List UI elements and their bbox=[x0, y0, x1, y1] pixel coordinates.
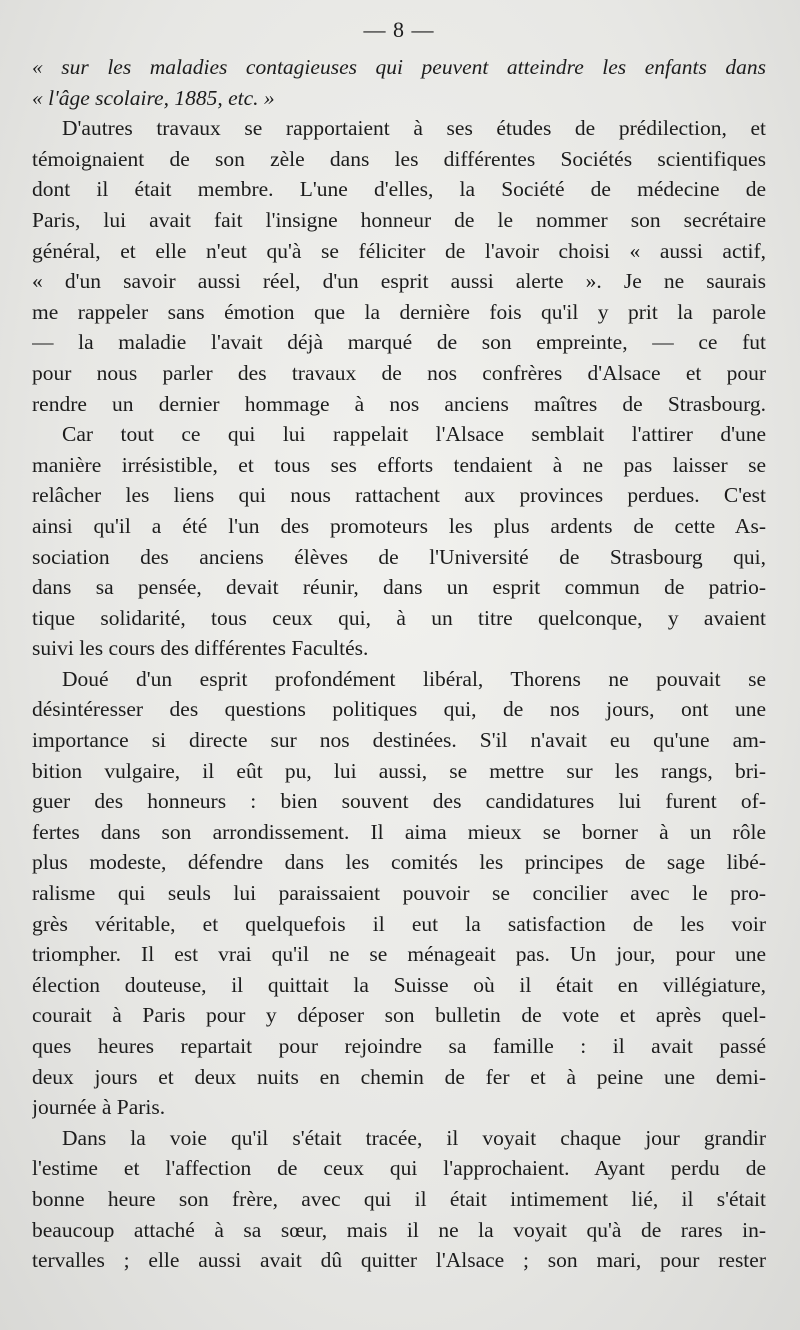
text-line: sociation des anciens élèves de l'Université de Strasbourg qui, bbox=[32, 544, 766, 569]
text-line: beaucoup attaché à sa sœur, mais il ne la voyait qu'à de rares in- bbox=[32, 1217, 766, 1242]
text-line: bonne heure son frère, avec qui il était intimement lié, il s'était bbox=[32, 1186, 766, 1211]
text-line: rendre un dernier hommage à nos anciens maîtres de Strasbourg. bbox=[32, 391, 766, 416]
text-line: grès véritable, et quelquefois il eut la satisfaction de les voir bbox=[32, 911, 766, 936]
paragraph-start-line: Dans la voie qu'il s'était tracée, il voyait chaque jour grandir bbox=[62, 1125, 766, 1150]
text-line: l'estime et l'affection de ceux qui l'approchaient. Ayant perdu de bbox=[32, 1156, 766, 1181]
paragraph-start-line: D'autres travaux se rapportaient à ses études de prédilection, et bbox=[62, 116, 766, 141]
text-line: ralisme qui seuls lui paraissaient pouvoir se concilier avec le pro- bbox=[32, 881, 766, 906]
text-line: importance si directe sur nos destinées. S'il n'avait eu qu'une am- bbox=[32, 728, 766, 753]
text-line: dans sa pensée, devait réunir, dans un esprit commun de patrio- bbox=[32, 575, 766, 600]
text-line: « l'âge scolaire, 1885, etc. » bbox=[32, 85, 275, 110]
text-line: plus modeste, défendre dans les comités les principes de sage libé- bbox=[32, 850, 766, 875]
text-line: manière irrésistible, et tous ses efforts tendaient à ne pas laisser se bbox=[32, 452, 766, 477]
text-line: courait à Paris pour y déposer son bulletin de vote et après quel- bbox=[32, 1003, 766, 1028]
text-line: me rappeler sans émotion que la dernière fois qu'il y prit la parole bbox=[32, 299, 766, 324]
text-line: « d'un savoir aussi réel, d'un esprit aussi alerte ». Je ne saurais bbox=[32, 269, 766, 294]
text-line: bition vulgaire, il eût pu, lui aussi, se mettre sur les rangs, bri- bbox=[32, 758, 766, 783]
text-line: journée à Paris. bbox=[32, 1095, 166, 1120]
text-line: tervalles ; elle aussi avait dû quitter l'Alsace ; son mari, pour rester bbox=[32, 1248, 766, 1273]
text-line: fertes dans son arrondissement. Il aima mieux se borner à un rôle bbox=[32, 819, 766, 844]
text-line: tique solidarité, tous ceux qui, à un titre quelconque, y avaient bbox=[32, 605, 766, 630]
text-line: guer des honneurs : bien souvent des candidatures lui furent of- bbox=[32, 789, 766, 814]
text-column bbox=[32, 14, 766, 1276]
text-line: dont il était membre. L'une d'elles, la Société de médecine de bbox=[32, 177, 766, 202]
text-line: désintéresser des questions politiques qui, de nos jours, ont une bbox=[32, 697, 766, 722]
text-line: — la maladie l'avait déjà marqué de son empreinte, — ce fut bbox=[32, 330, 766, 355]
paragraph-start-line: Doué d'un esprit profondément libéral, Thorens ne pouvait se bbox=[62, 666, 766, 691]
paragraph-start-line: Car tout ce qui lui rappelait l'Alsace semblait l'attirer d'une bbox=[62, 422, 766, 447]
text-line: Paris, lui avait fait l'insigne honneur de le nommer son secrétaire bbox=[32, 207, 766, 232]
text-line: « sur les maladies contagieuses qui peuvent atteindre les enfants dans bbox=[32, 55, 766, 79]
text-line: suivi les cours des différentes Facultés. bbox=[32, 636, 369, 661]
text-line: témoignaient de son zèle dans les différentes Sociétés scientifiques bbox=[32, 146, 766, 171]
text-line: pour nous parler des travaux de nos confrères d'Alsace et pour bbox=[32, 360, 766, 385]
text-line: élection douteuse, il quittait la Suisse où il était en villégiature, bbox=[32, 972, 766, 997]
page-number: — 8 — bbox=[363, 17, 435, 42]
text-line: relâcher les liens qui nous rattachent aux provinces perdues. C'est bbox=[32, 483, 766, 508]
text-line: ainsi qu'il a été l'un des promoteurs les plus ardents de cette As- bbox=[32, 513, 766, 538]
text-line: ques heures repartait pour rejoindre sa famille : il avait passé bbox=[32, 1034, 766, 1058]
text-line: deux jours et deux nuits en chemin de fer et à peine une demi- bbox=[32, 1064, 766, 1089]
text-line: général, et elle n'eut qu'à se féliciter de l'avoir choisi « aussi actif, bbox=[32, 238, 766, 263]
text-line: triompher. Il est vrai qu'il ne se ménageait pas. Un jour, pour une bbox=[32, 942, 766, 967]
